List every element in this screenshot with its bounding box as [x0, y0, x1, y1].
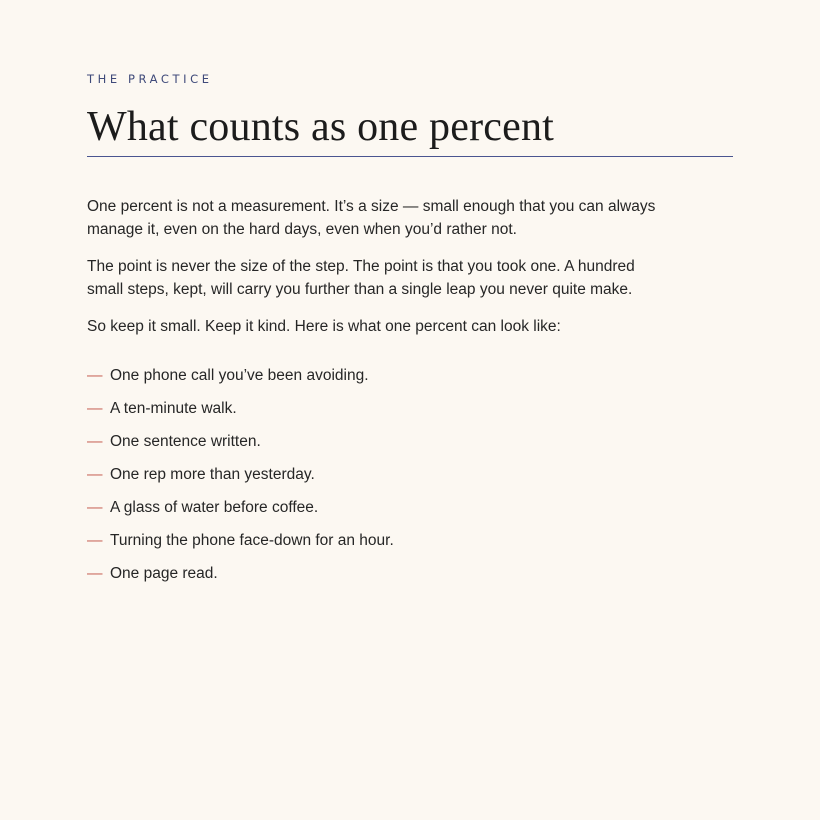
list-item: [87, 496, 733, 529]
list-item-text: One page read.: [110, 565, 218, 582]
list-item: [87, 529, 733, 562]
section-eyebrow: THE PRACTICE: [87, 72, 213, 86]
dash-marker: —: [87, 565, 103, 582]
list-item: [87, 562, 733, 595]
dash-marker: —: [87, 499, 103, 516]
paragraph: The point is never the size of the step. The point is that you took one. A hundred small steps, kept, will carry you further than a single leap you never quite make.: [87, 258, 635, 298]
list-item-text: One sentence written.: [110, 433, 261, 450]
list-item-text: A glass of water before coffee.: [110, 499, 319, 516]
dash-marker: —: [87, 433, 103, 450]
paragraph: So keep it small. Keep it kind. Here is what one percent can look like:: [87, 318, 561, 335]
list-item-text: One rep more than yesterday.: [110, 466, 315, 483]
list-item: [87, 397, 733, 430]
body-text: [87, 195, 657, 338]
dash-marker: —: [87, 400, 103, 417]
list-item-text: One phone call you’ve been avoiding.: [110, 367, 369, 384]
paragraph: One percent is not a measurement. It’s a size — small enough that you can always manage it, even on the hard days, even when you’d rather not.: [87, 198, 656, 238]
list-item-text: Turning the phone face-down for an hour.: [110, 532, 394, 549]
dash-marker: —: [87, 532, 103, 549]
list-item: [87, 463, 733, 496]
list-item: [87, 430, 733, 463]
article: [87, 72, 733, 595]
list-item-text: A ten-minute walk.: [110, 400, 237, 417]
dash-marker: —: [87, 466, 103, 483]
title-divider: [87, 156, 733, 157]
list-item: [87, 364, 733, 397]
examples-list: [87, 364, 733, 595]
page-title: What counts as one percent: [87, 104, 555, 150]
dash-marker: —: [87, 367, 103, 384]
